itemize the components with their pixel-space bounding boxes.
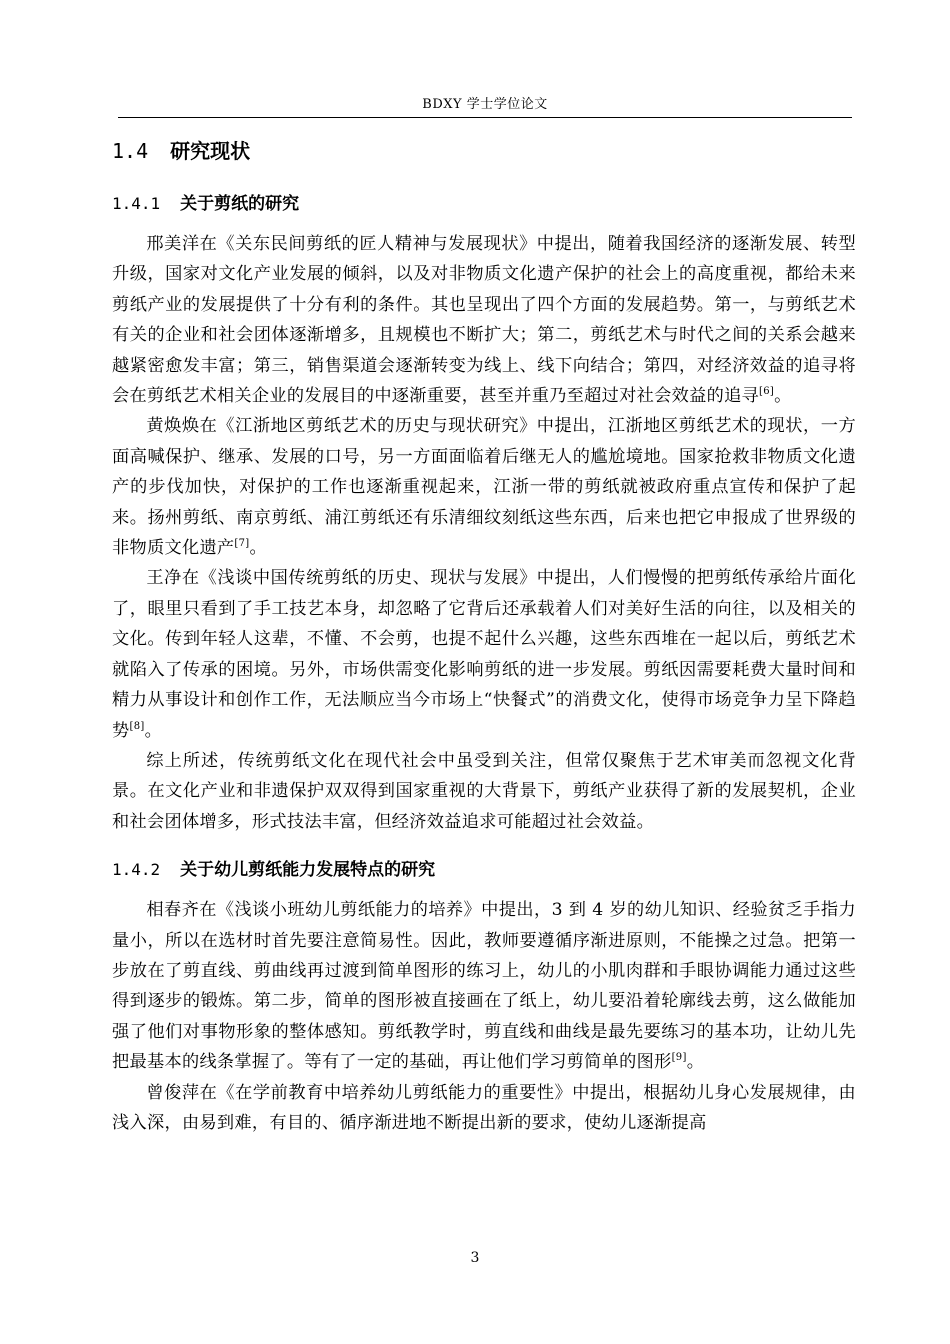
- citation-ref: [6]: [759, 386, 775, 398]
- citation-ref: [9]: [671, 1052, 687, 1064]
- paragraph: [112, 229, 856, 411]
- paragraph-text: 曾俊萍在《在学前教育中培养幼儿剪纸能力的重要性》中提出，根据幼儿身心发展规律，由浅入深，由易到难，有目的、循序渐进地不断提出新的要求，使幼儿逐渐提高: [112, 1082, 856, 1133]
- section-heading: [112, 131, 856, 171]
- paragraph: [112, 746, 856, 837]
- page-body: [112, 131, 856, 1138]
- paragraph-text: 黄焕焕在《江浙地区剪纸艺术的历史与现状研究》中提出，江浙地区剪纸艺术的现状，一方面高喊保护、继承、发展的口号，另一方面面临着后继无人的尴尬境地。国家抢救非物质文化遗产的步伐加快，对保护的工作也逐渐重视起来，江浙一带的剪纸就被政府重点宣传和保护了起来。扬州剪纸、南京剪纸、浦江剪纸还有乐清细纹刻纸这些东西，后来也把它申报成了世界级的非物质文化遗产: [112, 416, 856, 559]
- paragraph: [112, 1078, 856, 1139]
- section-number: 1.4: [112, 139, 149, 163]
- subsection-title: 关于剪纸的研究: [180, 194, 300, 214]
- paragraph-text: 综上所述，传统剪纸文化在现代社会中虽受到关注，但常仅聚焦于艺术审美而忽视文化背景。在文化产业和非遗保护双双得到国家重视的大背景下，剪纸产业获得了新的发展契机，企业和社会团体增多，形式技法丰富，但经济效益追求可能超过社会效益。: [112, 750, 856, 832]
- citation-ref: [7]: [234, 538, 250, 550]
- subsection-number: 1.4.2: [112, 860, 161, 880]
- subsection-title: 关于幼儿剪纸能力发展特点的研究: [180, 860, 436, 881]
- running-header: BDXY 学士学位论文: [422, 97, 548, 112]
- paragraph-end: 。: [686, 1052, 705, 1073]
- subsection-heading: [112, 189, 856, 219]
- paragraph-text: 相春齐在《浅谈小班幼儿剪纸能力的培养》中提出，3 到 4 岁的幼儿知识、经验贫乏手指力量小，所以在选材时首先要注意简易性。因此，教师要遵循序渐进原则，不能操之过急。把第一步放在了剪直线、剪曲线再过渡到简单图形的练习上，幼儿的小肌肉群和手眼协调能力通过这些得到逐步的锻炼。第二步，简单的图形被直接画在了纸上，幼儿要沿着轮廓线去剪，这么做能加强了他们对事物形象的整体感知。剪纸教学时，剪直线和曲线是最先要练习的基本功，让幼儿先把最基本的线条掌握了。等有了一定的基础，再让他们学习剪简单的图形: [112, 900, 856, 1073]
- paragraph-text: 邢美洋在《关东民间剪纸的匠人精神与发展现状》中提出，随着我国经济的逐渐发展、转型升级，国家对文化产业发展的倾斜，以及对非物质文化遗产保护的社会上的高度重视，都给未来剪纸产业的发展提供了十分有利的条件。其也呈现出了四个方面的发展趋势。第一，与剪纸艺术有关的企业和社会团体逐渐增多，且规模也不断扩大；第二，剪纸艺术与时代之间的关系会越来越紧密愈发丰富；第三，销售渠道会逐渐转变为线上、线下向结合；第四，对经济效益的追寻将会在剪纸艺术相关企业的发展目的中逐渐重要，甚至并重乃至超过对社会效益的追寻: [112, 234, 856, 407]
- paragraph: [112, 411, 856, 563]
- citation-ref: [8]: [129, 720, 145, 732]
- subsection-heading: [112, 855, 856, 885]
- paragraph-end: 。: [144, 720, 163, 741]
- paragraph: [112, 563, 856, 745]
- paragraph-text: 王净在《浅谈中国传统剪纸的历史、现状与发展》中提出，人们慢慢的把剪纸传承给片面化了，眼里只看到了手工技艺本身，却忽略了它背后还承载着人们对美好生活的向往，以及相关的文化。传到年轻人这辈，不懂、不会剪，也提不起什么兴趣，这些东西堆在一起以后，剪纸艺术就陷入了传承的困境。另外，市场供需变化影响剪纸的进一步发展。剪纸因需要耗费大量时间和精力从事设计和创作工作，无法顺应当今市场上“快餐式”的消费文化，使得市场竞争力呈下降趋势: [112, 568, 856, 741]
- paragraph-end: 。: [249, 538, 267, 559]
- section-title: 研究现状: [170, 139, 251, 163]
- header-rule: [118, 117, 852, 118]
- page-number: 3: [470, 1250, 480, 1266]
- paragraph: [112, 895, 856, 1077]
- paragraph-end: 。: [774, 386, 792, 407]
- subsection-number: 1.4.1: [112, 194, 161, 213]
